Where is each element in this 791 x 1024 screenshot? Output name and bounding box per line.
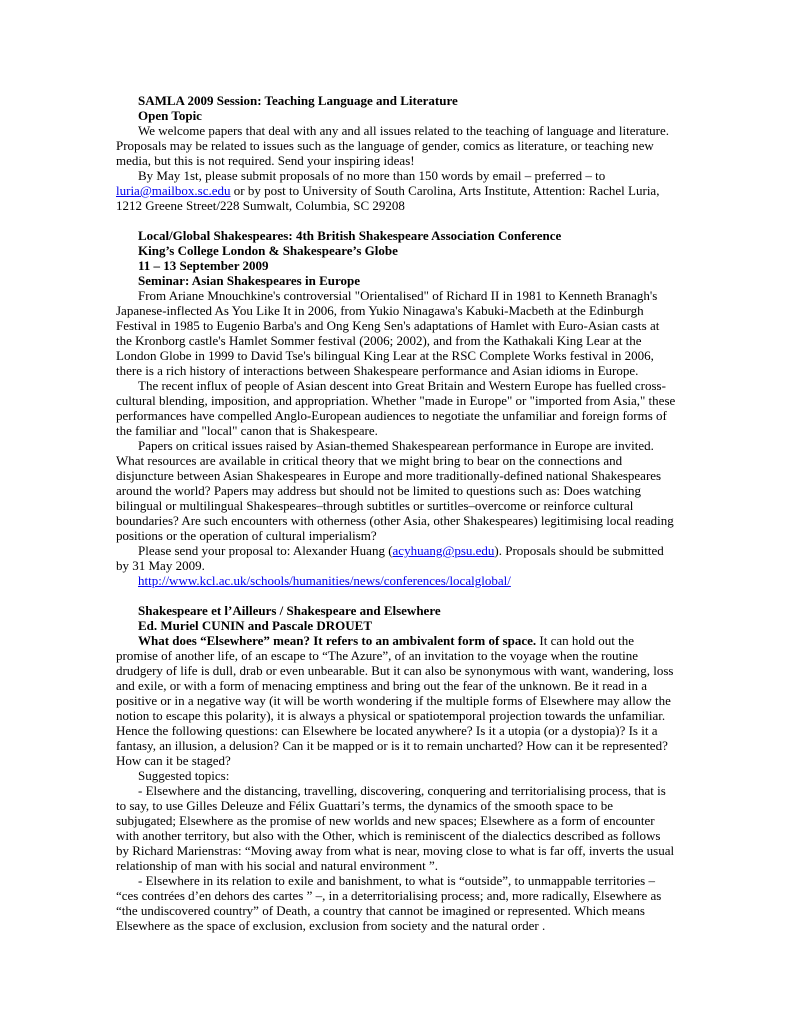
elsewhere-lead-paragraph bbox=[116, 633, 676, 768]
elsewhere-lead-rest: It can hold out the promise of another life, of an escape to “The Azure”, of an invitation to the voyage when the routine drudgery of life is dull, drab or even unbearable. But it can also be synonymous with want, wandering, loss and exile, or with a form of menacing emptiness and bring out the fear of the unknown. Be it read in a positive or in a negative way (it will be worth wondering if the multiple forms of Elsewhere may allow the notion to escape this polarity), it is always a physical or spatiotemporal projection towards the unfamiliar. Hence the following questions: can Elsewhere be located anywhere? Is it a utopia (or a dystopia)? Is it a fantasy, an illusion, a delusion? Can it be mapped or is it to remain uncharted? How can it be represented? How can it be staged? bbox=[116, 633, 674, 768]
bsa-p4-before: Please send your proposal to: Alexander Huang ( bbox=[138, 543, 393, 558]
bsa-url-link[interactable]: http://www.kcl.ac.uk/schools/humanities/news/conferences/localglobal/ bbox=[138, 573, 511, 588]
samla-paragraph-1: We welcome papers that deal with any and all issues related to the teaching of language and literature. Proposals may be related to issues such as the language of gender, comics as literature, or teaching new media, but this is not required. Send your inspiring ideas! bbox=[116, 123, 670, 168]
samla-paragraph-2 bbox=[116, 168, 676, 213]
bsa-email-link[interactable]: acyhuang@psu.edu bbox=[392, 543, 495, 558]
elsewhere-topic-item: - Elsewhere and the distancing, travelling, discovering, conquering and territorialising process, that is to say, to use Gilles Deleuze and Félix Guattari’s terms, the dynamics of the smooth space to be subjugated; Elsewhere as the promise of new worlds and new spaces; Elsewhere as a form of encounter with another territory, but also with the Other, which is reminiscent of the dialectics described as follows by Richard Marienstras: “Moving away from what is near, moving close to what is far off, inverts the usual relationship of man with his social and natural environment ”. bbox=[116, 783, 675, 873]
samla-subtitle: Open Topic bbox=[138, 108, 202, 123]
bsa-p4-after: ). Proposals should be submitted by 31 May 2009. bbox=[116, 543, 664, 573]
bsa-paragraph-2: The recent influx of people of Asian descent into Great Britain and Western Europe has fuelled cross-cultural blending, imposition, and appropriation. Whether "made in Europe" or "imported from Asia," these performances have compelled Anglo-European audiences to negotiate the unfamiliar and foreign forms of the familiar and "local" canon that is Shakespeare. bbox=[116, 378, 676, 438]
elsewhere-lead-bold: What does “Elsewhere” mean? It refers to an ambivalent form of space. bbox=[138, 633, 537, 648]
samla-section bbox=[116, 93, 676, 213]
bsa-paragraph-3: Papers on critical issues raised by Asian-themed Shakespearean performance in Europe are invited. What resources are available in critical theory that we might bring to bear on the connections and disjuncture between Asian Shakespeares in Europe and more traditionally-defined national Shakespeares around the world? Papers may address but should not be limited to questions such as: Does watching bilingual or multilingual Shakespeares–through subtitles or surtitles–overcome or reinforce cultural boundaries? Are such encounters with otherness (other Asia, other Shakespeares) legitimising local reading positions or the operation of cultural imperialism? bbox=[116, 438, 674, 543]
samla-p2-after: or by post to University of South Carolina, Arts Institute, Attention: Rachel Luria, 1212 Greene Street/228 Sumwalt, Columbia, SC 29208 bbox=[116, 183, 660, 213]
bsa-seminar: Seminar: Asian Shakespeares in Europe bbox=[138, 273, 361, 288]
elsewhere-topic-item: - Elsewhere in its relation to exile and banishment, to what is “outside”, to unmappable territories – “ces contrées d’en dehors des cartes ” –, in a deterritorialising process; and, more radically, Elsewhere as “the undiscovered country” of Death, a country that cannot be imagined or represented. Which means Elsewhere as the space of exclusion, exclusion from society and the natural order . bbox=[116, 873, 662, 933]
document-page bbox=[116, 93, 676, 933]
bsa-venue: King’s College London & Shakespeare’s Globe bbox=[138, 243, 398, 258]
bsa-url-line bbox=[116, 573, 676, 588]
bsa-dates: 11 – 13 September 2009 bbox=[138, 258, 269, 273]
elsewhere-title: Shakespeare et l’Ailleurs / Shakespeare and Elsewhere bbox=[138, 603, 441, 618]
elsewhere-topics-label: Suggested topics: bbox=[138, 768, 230, 783]
bsa-title: Local/Global Shakespeares: 4th British Shakespeare Association Conference bbox=[138, 228, 562, 243]
bsa-section bbox=[116, 228, 676, 588]
samla-p2-before: By May 1st, please submit proposals of no more than 150 words by email – preferred – to bbox=[138, 168, 606, 183]
elsewhere-section bbox=[116, 603, 676, 933]
samla-email-link[interactable]: luria@mailbox.sc.edu bbox=[116, 183, 231, 198]
elsewhere-editors: Ed. Muriel CUNIN and Pascale DROUET bbox=[138, 618, 373, 633]
bsa-paragraph-4 bbox=[116, 543, 676, 573]
samla-title: SAMLA 2009 Session: Teaching Language and Literature bbox=[138, 93, 458, 108]
bsa-paragraph-1: From Ariane Mnouchkine's controversial "Orientalised" of Richard II in 1981 to Kenneth Branagh's Japanese-inflected As You Like It in 2006, from Yukio Ninagawa's Kabuki-Macbeth at the Edinburgh Festival in 1985 to Eugenio Barba's and Ong Keng Sen's adaptations of Hamlet with Euro-Asian casts at the Kronborg castle's Hamlet Sommer festival (2006; 2002), and from the Kathakali King Lear at the London Globe in 1999 to David Tse's bilingual King Lear at the RSC Complete Works festival in 2006, there is a rich history of interactions between Shakespeare performance and Asian idioms in Europe. bbox=[116, 288, 660, 378]
